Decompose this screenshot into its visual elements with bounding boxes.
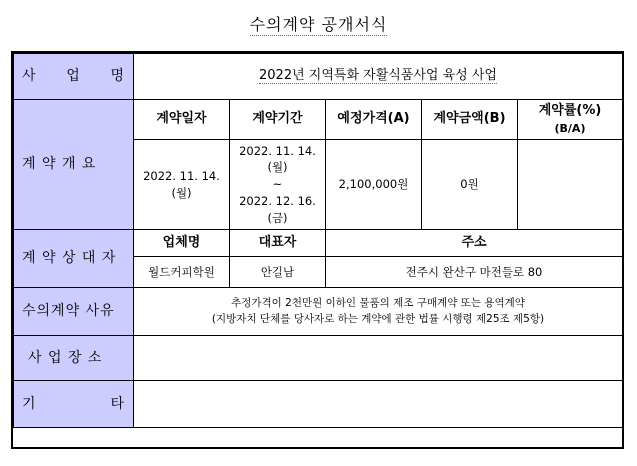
- reason-label-text: 수의계약 사유: [22, 303, 115, 320]
- counterparty-label-text: 계 약 상 대 자: [22, 250, 117, 267]
- reason-cell: [134, 288, 623, 336]
- reason-row: [14, 288, 623, 336]
- contract-period-header-text: 계약기간: [252, 111, 303, 127]
- summary-label-text: 계 약 개 요: [22, 156, 97, 173]
- contract-date-header-text: 계약일자: [156, 111, 207, 127]
- contract-ratio-header: [518, 100, 623, 140]
- project-name-cell: [134, 54, 623, 100]
- contract-amount-header-text: 계약금액(B): [433, 111, 506, 127]
- contract-date-line1: 2022. 11. 14.: [143, 168, 220, 183]
- period-tilde: ~: [272, 177, 283, 192]
- document-title-text: 수의계약 공개서식: [249, 15, 388, 34]
- company-value: 월드커피학원: [148, 264, 215, 279]
- representative-value: 안길남: [260, 264, 295, 279]
- location-cell: [134, 336, 623, 381]
- period-end-line1: 2022. 12. 16.: [239, 193, 316, 208]
- representative-header: [230, 230, 326, 257]
- period-start-line2: (월): [267, 160, 288, 175]
- project-name: 2022년 지역특화 자활식품사업 육성 사업: [259, 68, 497, 84]
- location-label: [14, 336, 134, 381]
- location-label-text: 사 업 장 소: [28, 349, 103, 366]
- other-row: [14, 381, 623, 428]
- document-title: [0, 12, 637, 35]
- estimated-price-header: [326, 100, 422, 140]
- project-label-text: 사 업 명: [22, 68, 125, 85]
- company-header-text: 업체명: [162, 234, 201, 250]
- contract-form: [11, 51, 624, 449]
- other-label: [14, 381, 134, 428]
- contract-ratio-header-sub: (B/A): [554, 121, 586, 135]
- address-value: 전주시 완산구 마전들로 80: [405, 264, 543, 279]
- location-row: [14, 336, 623, 381]
- counterparty-header-row: [14, 230, 623, 257]
- project-row: [14, 54, 623, 100]
- contract-ratio-cell: [518, 140, 623, 230]
- contract-amount-header: [422, 100, 518, 140]
- contract-date-header: [134, 100, 230, 140]
- estimated-price-header-text: 예정가격(A): [337, 111, 410, 127]
- representative-header-text: 대표자: [258, 234, 297, 250]
- other-label-right: 타: [110, 395, 125, 412]
- contract-ratio-header-text: 계약률(%): [538, 103, 602, 119]
- period-end-line2: (금): [267, 210, 288, 225]
- contract-table: [13, 53, 623, 428]
- reason-line2: (지방자치 단체를 당사자로 하는 계약에 관한 법률 시행령 제25조 제5항): [211, 312, 545, 325]
- contract-date-line2: (월): [171, 185, 192, 200]
- period-start-line1: 2022. 11. 14.: [239, 143, 316, 158]
- representative-cell: [230, 257, 326, 288]
- estimated-price-value: 2,100,000원: [338, 177, 409, 192]
- address-cell: [326, 257, 623, 288]
- contract-amount-cell: [422, 140, 518, 230]
- other-cell: [134, 381, 623, 428]
- estimated-price-cell: [326, 140, 422, 230]
- reason-line1: 추정가격이 2천만원 이하인 물품의 제조 구매계약 또는 용역계약: [231, 297, 525, 310]
- counterparty-label: [14, 230, 134, 288]
- summary-header-row: [14, 100, 623, 140]
- company-header: [134, 230, 230, 257]
- address-header: [326, 230, 623, 257]
- summary-label: [14, 100, 134, 230]
- address-header-text: 주소: [461, 234, 487, 250]
- contract-period-cell: [230, 140, 326, 230]
- other-label-left: 기: [22, 395, 37, 412]
- company-cell: [134, 257, 230, 288]
- reason-label: [14, 288, 134, 336]
- contract-amount-value: 0원: [460, 177, 479, 192]
- other-label-wrap: [22, 394, 125, 414]
- project-label: [14, 54, 134, 100]
- contract-date-cell: [134, 140, 230, 230]
- contract-period-header: [230, 100, 326, 140]
